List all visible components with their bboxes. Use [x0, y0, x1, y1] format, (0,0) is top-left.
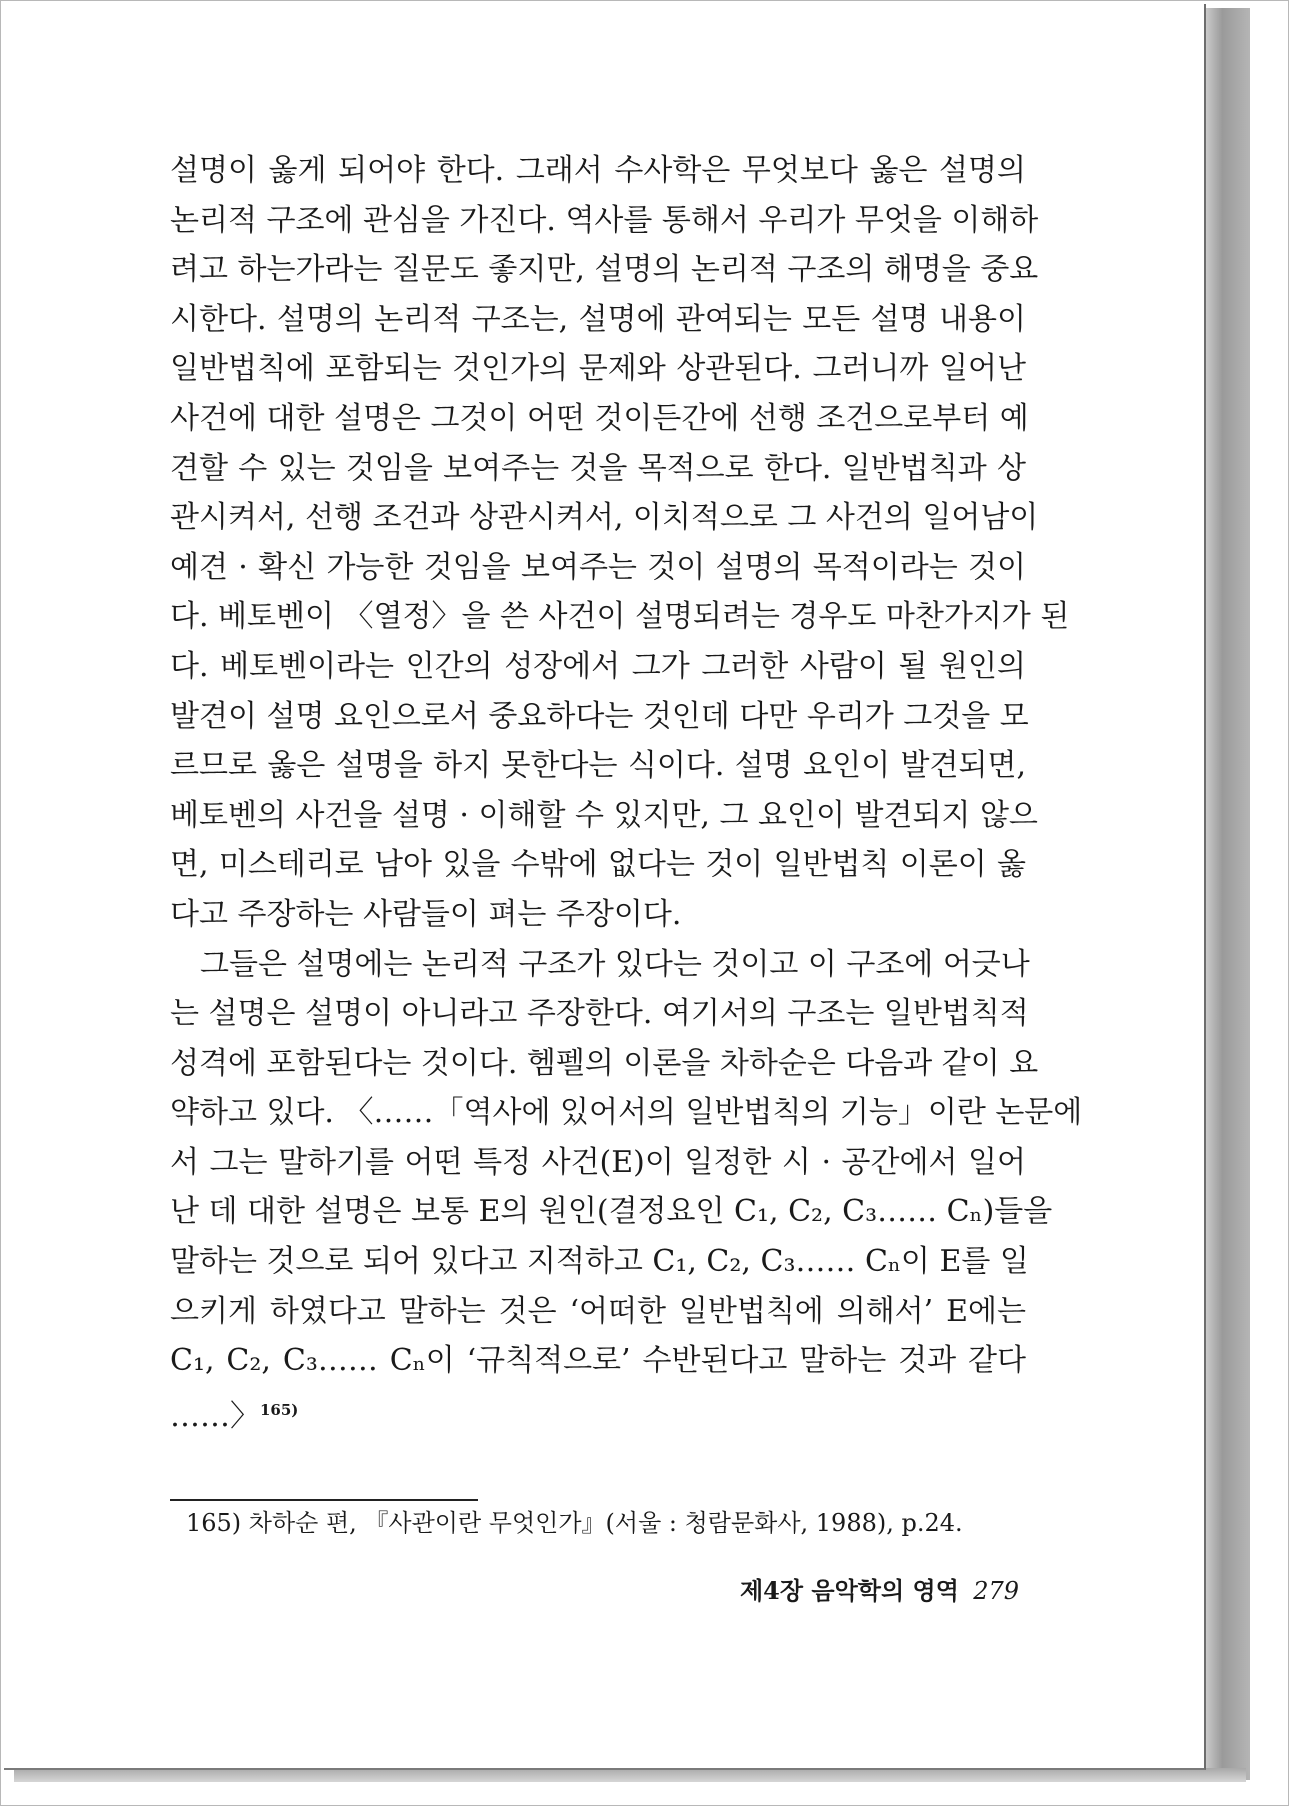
text-line: 예견 · 확신 가능한 것임을 보여주는 것이 설명의 목적이라는 것이 [170, 549, 1026, 585]
footnote-reference: 165) [260, 1400, 299, 1419]
text-line: 사건에 대한 설명은 그것이 어떤 것이든간에 선행 조건으로부터 예 [170, 400, 1029, 436]
text-line: 일반법칙에 포함되는 것인가의 문제와 상관된다. 그러니까 일어난 [170, 351, 1026, 387]
text-line: 다고 주장하는 사람들이 펴는 주장이다. [170, 896, 682, 932]
text-line: 성격에 포함된다는 것이다. 헴펠의 이론을 차하순은 다음과 같이 요 [170, 1045, 1039, 1081]
text-line: 르므로 옳은 설명을 하지 못한다는 식이다. 설명 요인이 발견되면, [170, 748, 1026, 784]
footnote-divider [170, 1499, 478, 1501]
text-line: 난 데 대한 설명은 보통 E의 원인(결정요인 C₁, C₂, C₃…… Cₙ)들을 [170, 1194, 1053, 1230]
text-line: 약하고 있다. 〈……「역사에 있어서의 일반법칙의 기능」이란 논문에 [170, 1095, 1083, 1131]
text-line: 면, 미스테리로 남아 있을 수밖에 없다는 것이 일반법칙 이론이 옳 [170, 847, 1026, 883]
page-edge-bottom [14, 1768, 1246, 1782]
text-line: 견할 수 있는 것임을 보여주는 것을 목적으로 한다. 일반법칙과 상 [170, 450, 1026, 486]
chapter-title: 제4장 음악학의 영역 [740, 1576, 959, 1605]
text-line: 려고 하는가라는 질문도 좋지만, 설명의 논리적 구조의 해명을 중요 [170, 252, 1039, 288]
body-text [170, 146, 1083, 1435]
text-line: 관시켜서, 선행 조건과 상관시켜서, 이치적으로 그 사건의 일어남이 [170, 500, 1039, 536]
text-line: 시한다. 설명의 논리적 구조는, 설명에 관여되는 모든 설명 내용이 [170, 301, 1026, 337]
text-line: C₁, C₂, C₃…… Cₙ이 ‘규칙적으로’ 수반된다고 말하는 것과 같다 [170, 1343, 1026, 1379]
text-fragment: ……〉 [170, 1398, 260, 1434]
text-line: 그들은 설명에는 논리적 구조가 있다는 것이고 이 구조에 어긋나 [200, 946, 1030, 982]
text-line: 논리적 구조에 관심을 가진다. 역사를 통해서 우리가 무엇을 이해하 [170, 202, 1039, 238]
page-edge-right [1204, 8, 1250, 1780]
text-line: 는 설명은 설명이 아니라고 주장한다. 여기서의 구조는 일반법칙적 [170, 996, 1029, 1032]
footnote: 165) 차하순 편, 『사관이란 무엇인가』(서울 : 청람문화사, 1988), p.24. [186, 1509, 963, 1537]
text-line: 말하는 것으로 되어 있다고 지적하고 C₁, C₂, C₃…… Cₙ이 E를 일 [170, 1244, 1029, 1280]
text-line [170, 1386, 1026, 1436]
page-footer [740, 1571, 1020, 1606]
text-line: 으키게 하였다고 말하는 것은 ‘어떠한 일반법칙에 의해서’ E에는 [170, 1293, 1026, 1329]
page-number: 279 [973, 1577, 1020, 1605]
text-line: 발견이 설명 요인으로서 중요하다는 것인데 다만 우리가 그것을 모 [170, 698, 1029, 734]
text-line: 다. 베토벤이라는 인간의 성장에서 그가 그러한 사람이 될 원인의 [170, 648, 1026, 684]
text-line: 베토벤의 사건을 설명 · 이해할 수 있지만, 그 요인이 발견되지 않으 [170, 797, 1038, 833]
text-line: 서 그는 말하기를 어떤 특정 사건(E)이 일정한 시 · 공간에서 일어 [170, 1144, 1026, 1180]
text-line: 설명이 옳게 되어야 한다. 그래서 수사학은 무엇보다 옳은 설명의 [170, 153, 1026, 188]
text-line: 다. 베토벤이 〈열정〉을 쓴 사건이 설명되려는 경우도 마찬가지가 된 [170, 599, 1070, 635]
